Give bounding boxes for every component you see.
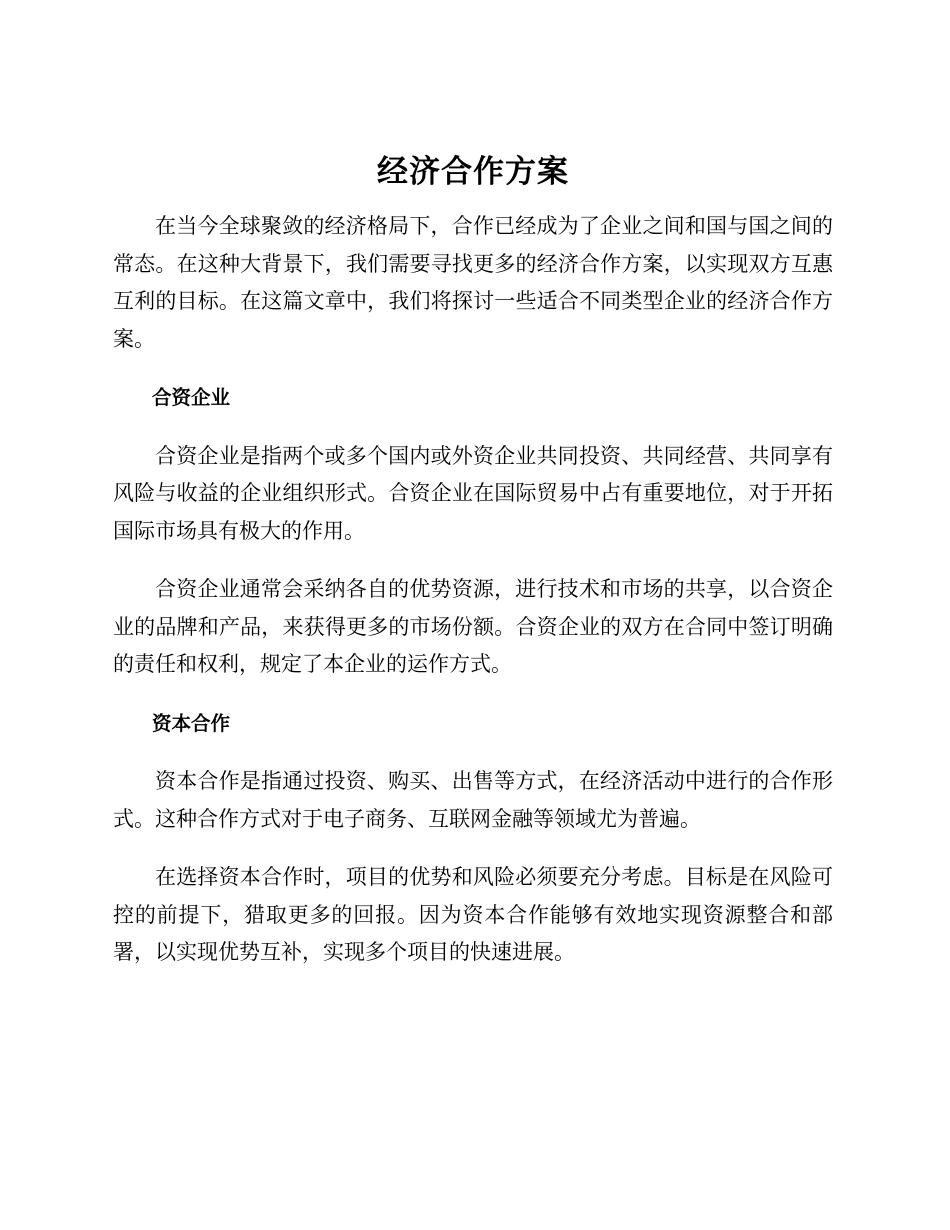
document-title: 经济合作方案 <box>377 154 569 190</box>
section-heading-joint-venture: 合资企业 <box>152 386 231 409</box>
joint-venture-paragraph-1: 合资企业是指两个或多个国内或外资企业共同投资、共同经营、共同享有风险与收益的企业组织形式。合资企业在国际贸易中占有重要地位，对于开拓国际市场具有极大的作用。 <box>113 443 833 543</box>
capital-cooperation-paragraph-2: 在选择资本合作时，项目的优势和风险必须要充分考虑。目标是在风险可控的前提下，猎取更多的回报。因为资本合作能够有效地实现资源整合和部署，以实现优势互补，实现多个项目的快速进展。 <box>113 865 833 964</box>
document-page <box>113 148 833 972</box>
joint-venture-paragraph-2: 合资企业通常会采纳各自的优势资源，进行技术和市场的共享，以合资企业的品牌和产品，来获得更多的市场份额。合资企业的双方在合同中签订明确的责任和权利，规定了本企业的运作方式。 <box>113 577 833 676</box>
section-heading-capital-cooperation: 资本合作 <box>152 711 231 735</box>
capital-cooperation-paragraph-1: 资本合作是指通过投资、购买、出售等方式，在经济活动中进行的合作形式。这种合作方式对于电子商务、互联网金融等领域尤为普遍。 <box>113 769 833 831</box>
intro-paragraph: 在当今全球聚敛的经济格局下，合作已经成为了企业之间和国与国之间的常态。在这种大背景下，我们需要寻找更多的经济合作方案，以实现双方互惠互利的目标。在这篇文章中，我们将探讨一些适合不同类型企业的经济合作方案。 <box>113 214 833 351</box>
